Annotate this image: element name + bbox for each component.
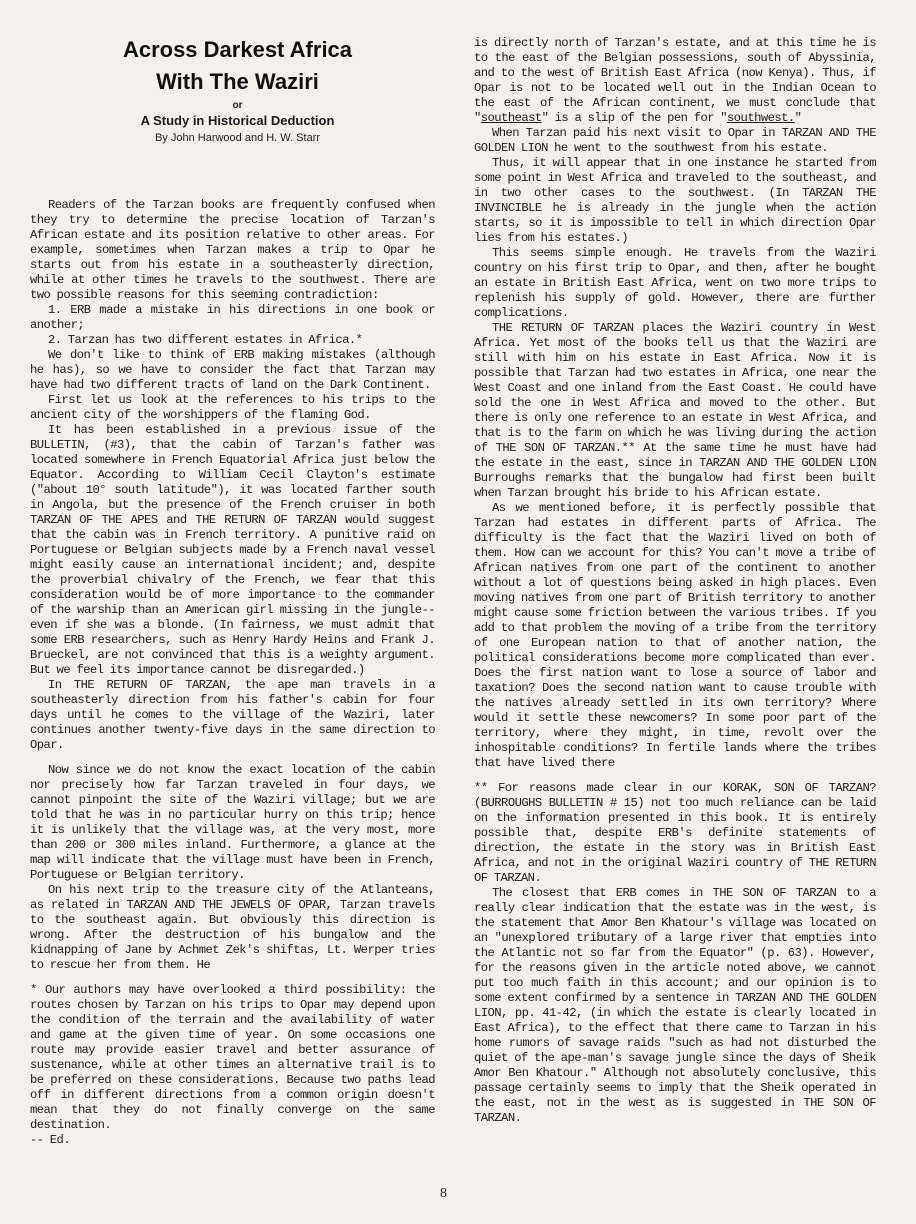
left-column bbox=[30, 0, 435, 1148]
paragraph: In THE RETURN OF TARZAN, the ape man travels in a southeasterly direction from his father's cabin for four days until he comes to the village of the Waziri, later continues another twenty-five days in the same direction to Opar. bbox=[30, 678, 435, 752]
authors-footnote bbox=[474, 781, 876, 886]
footnote-text: ** For reasons made clear in our KORAK, SON OF TARZAN? (BURROUGHS BULLETIN # 15) not too much reliance can be laid on the information presented in this book. It is entirely possible that, despite ERB's definite statements of direction, the estate in the story was in British East Africa, and not in the original Waziri country of THE RETURN OF TARZAN. bbox=[474, 781, 876, 885]
underlined-word: southwest. bbox=[727, 111, 795, 125]
paragraph: We don't like to think of ERB making mistakes (although he has), so we have to consider the fact that Tarzan may have had two different tracts of land on the Dark Continent. bbox=[30, 348, 435, 392]
paragraph: Thus, it will appear that in one instance he started from some point in West Africa and traveled to the southeast, and in two other cases to the southwest. (In TARZAN THE INVINCIBLE he is already in the jungle when the action starts, so it is impossible to tell in which direction Opar lies from his estates.) bbox=[474, 156, 876, 245]
page-number: 8 bbox=[440, 1186, 447, 1201]
paragraph: When Tarzan paid his next visit to Opar in TARZAN AND THE GOLDEN LION he went to the southwest from his estate. bbox=[474, 126, 876, 155]
paragraph: THE RETURN OF TARZAN places the Waziri country in West Africa. Yet most of the books tell us that the Waziri are still with him on his estate in East Africa. Now it is possible that Tarzan had two estates in Africa, one near the West Coast and one inland from the East Coast. He could have sold the one in West Africa and moved to the other. But there is only one reference to an estate in West Africa, and that is to the farm on which he was living during the action of THE SON OF TARZAN.** At the same time he must have had the estate in the east, since in TARZAN AND THE GOLDEN LION Burroughs remarks that the bungalow had first been built when Tarzan brought his bride to his African estate. bbox=[474, 321, 876, 500]
footnote-signature: -- Ed. bbox=[30, 1133, 71, 1147]
footnote-text: * Our authors may have overlooked a third possibility: the routes chosen by Tarzan on his trips to Opar may depend upon the condition of the terrain and the availability of water and game at the given time of year. On some occasions one route may provide easier travel and better assurance of sustenance, while at other times an alternative trail is to be preferred on these considerations. Because two paths lead off in different directions from a common origin doesn't mean that they do not finally converge on the same destination. bbox=[30, 983, 435, 1132]
left-body-text bbox=[30, 198, 435, 1148]
article-title-line-1: Across Darkest Africa bbox=[122, 37, 353, 62]
article-title-line-2: With The Waziri bbox=[156, 69, 319, 94]
paragraph: It has been established in a previous issue of the BULLETIN, (#3), that the cabin of Tarzan's father was located somewhere in French Equatorial Africa just below the Equator. According to William Cecil Clayton's estimate ("about 10° south latitude"), it was located farther south in Angola, but the presence of the French cruiser in both TARZAN OF THE APES and THE RETURN OF TARZAN would suggest that the cabin was in French territory. A punitive raid on Portuguese or Belgian subjects made by a French naval vessel might easily cause an international incident; and, despite the proverbial chivalry of the French, we fear that this consideration would be of more importance to the commander of the warship than an American girl missing in the jungle--even if she was a blonde. (In fairness, we must admit that some ERB researchers, such as Henry Hardy Heins and Frank J. Brueckel, are not convinced that this is a weighty argument. But we feel its importance cannot be disregarded.) bbox=[30, 423, 435, 677]
right-body-text bbox=[474, 36, 876, 1126]
text-run: is directly north of Tarzan's estate, and at this time he is to the east of the Belgian possessions, south of Abyssinia, and to the west of British East Africa (now Kenya). Thus, if Opar is not to be located well out in the Indian Ocean to the east of the African continent, we must conclude that " bbox=[474, 36, 876, 125]
text-run: " bbox=[794, 111, 802, 125]
paragraph: On his next trip to the treasure city of the Atlanteans, as related in TARZAN AND THE JEWELS OF OPAR, Tarzan travels to the southeast again. But obviously this direction is wrong. After the destruction of his bungalow and the kidnapping of Jane by Achmet Zek's shiftas, Lt. Werper tries to rescue her from them. He bbox=[30, 883, 435, 972]
list-item: 2. Tarzan has two different estates in Africa.* bbox=[48, 333, 363, 347]
paragraph: As we mentioned before, it is perfectly possible that Tarzan had estates in different parts of Africa. The difficulty is the fact that the Waziri lived on both of them. How can we account for this? You can't move a tribe of African natives from one part of the continent to another without a lot of questions being asked in high places. Even moving natives from one part of British territory to another might cause some friction between the various tribes. If you add to that problem the moving of a tribe from the territory of one European nation to that of another nation, the political considerations become more complicated than ever. Does the first nation want to lose a source of labor and taxation? Does the second nation want to cause trouble with the natives already settled in its own territory? Where would it settle these newcomers? In some poor part of the territory, where they might, in time, revolt over the inhospitable conditions? In fertile lands where the tribes that have lived there bbox=[474, 501, 876, 770]
list-item: 1. ERB made a mistake in his directions in one book or another; bbox=[30, 303, 435, 332]
editor-footnote bbox=[30, 983, 435, 1148]
paragraph: This seems simple enough. He travels from the Waziri country on his first trip to Opar, and then, after he bought an estate in British East Africa, went on two more trips to replenish his supply of gold. However, there are further complications. bbox=[474, 246, 876, 320]
right-column bbox=[474, 36, 876, 1126]
title-connector: or bbox=[232, 100, 243, 111]
article-header bbox=[40, 0, 435, 146]
paragraph: The closest that ERB comes in THE SON OF TARZAN to a really clear indication that the estate was in the west, is the statement that Amor Ben Khatour's village was located on an "unexplored tributary of a large river that empties into the Atlantic not so far from the Equator" (p. 63). However, for the reasons given in the article noted above, we cannot put too much faith in this account; and our opinion is to some extent confirmed by a sentence in TARZAN AND THE GOLDEN LION, pp. 41-42, (in which the estate is clearly located in East Africa), to the effect that there came to Tarzan in his home rumors of savage raids "such as had not disturbed the quiet of the ape-man's savage jungle since the days of Sheik Amor Ben Khatour." Although not absolutely conclusive, this passage certainly seems to imply that the Sheik operated in the east, not in the west as is suggested in THE SON OF TARZAN. bbox=[474, 886, 876, 1125]
article-subtitle: A Study in Historical Deduction bbox=[140, 113, 335, 128]
article-byline: By John Harwood and H. W. Starr bbox=[154, 132, 321, 144]
text-run: " is a slip of the pen for " bbox=[541, 111, 728, 125]
underlined-word: southeast bbox=[480, 111, 542, 125]
paragraph: First let us look at the references to his trips to the ancient city of the worshippers of the flaming God. bbox=[30, 393, 435, 422]
paragraph-continued bbox=[474, 36, 876, 126]
paragraph: Readers of the Tarzan books are frequently confused when they try to determine the precise location of Tarzan's African estate and its position relative to other areas. For example, sometimes when Tarzan makes a trip to Opar he starts out from his estate in a southeasterly direction, while at other times he travels to the southwest. There are two possible reasons for this seeming contradiction: bbox=[30, 198, 435, 302]
paragraph: Now since we do not know the exact location of the cabin nor precisely how far Tarzan traveled in four days, we cannot pinpoint the site of the Waziri village; but we are told that he was in no particular hurry on this trip; hence it is unlikely that the village was, at the very most, more than 200 or 300 miles inland. Furthermore, a glance at the map will indicate that the village must have been in French, Portuguese or Belgian territory. bbox=[30, 763, 435, 882]
